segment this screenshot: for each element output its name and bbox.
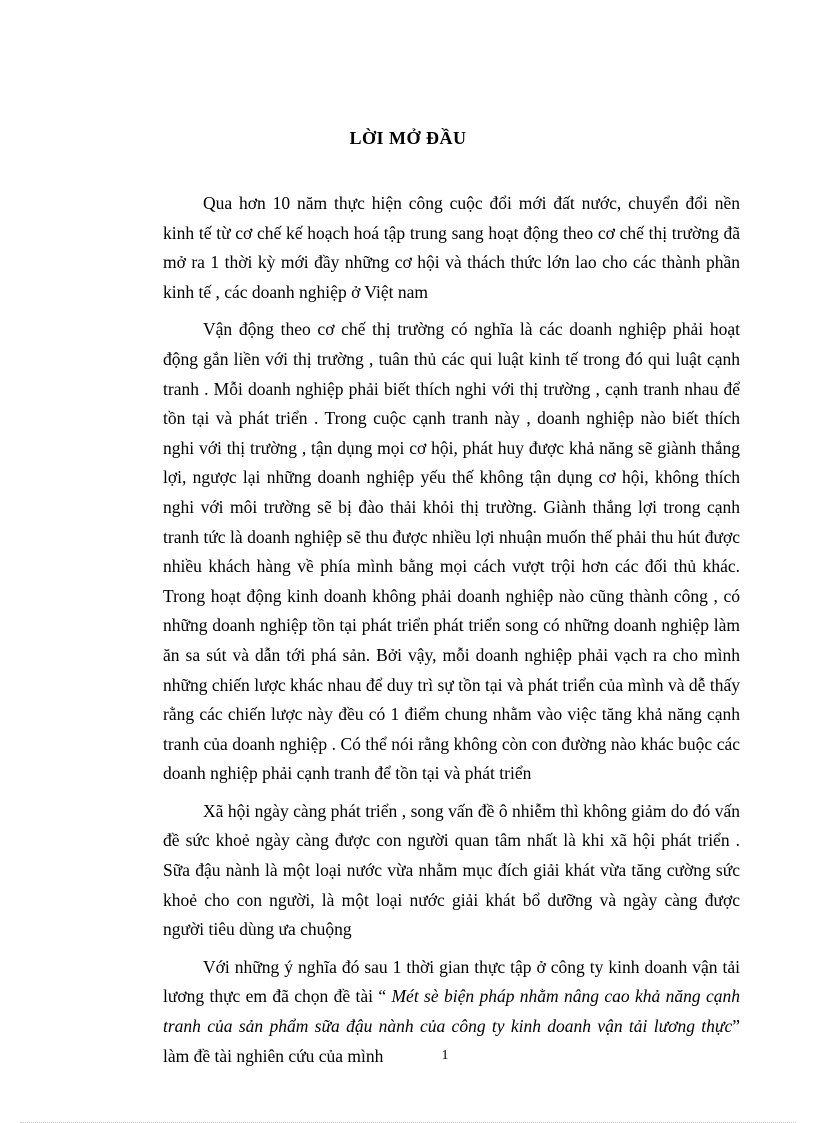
paragraph-topic-after: ” làm đề tài nghiên cứu của mình — [163, 1016, 740, 1066]
paragraph-topic-before: Với những ý nghĩa đó sau 1 thời gian thực tập ở công ty kinh doanh vận tải lương thực em đã chọn đề tài “ — [163, 956, 740, 1007]
paragraph-market-mechanism: Vận động theo cơ chế thị trường có nghĩa là các doanh nghiệp phải hoạt động gắn liền với thị trường , tuân thủ các qui luật kinh tế trong đó qui luật cạnh tranh . Mỗi doanh nghiệp phải biết thích nghi với thị trường , cạnh tranh nhau để tồn tại và phát triển . Trong cuộc cạnh tranh này , doanh nghiệp nào biết thích nghi với thị trường , tận dụng mọi cơ hội, phát huy được khả năng sẽ giành thắng lợi, ngược lại những doanh nghiệp yếu thế không tận dụng cơ hội, không thích nghi với môi trường sẽ bị đào thải khỏi thị trường. Giành thắng lợi trong cạnh tranh tức là doanh nghiệp sẽ thu được nhiều lợi nhuận muốn thế phải thu hút được nhiều khách hàng về phía mình bằng mọi cách vượt trội hơn các đối thủ khác. Trong hoạt động kinh doanh không phải doanh nghiệp nào cũng thành công , có những doanh nghiệp tồn tại phát triển phát triển song có những doanh nghiệp làm ăn sa sút và dẫn tới phá sản. Bởi vậy, mỗi doanh nghiệp phải vạch ra cho mình những chiến lược khác nhau để duy trì sự tồn tại và phát triển của mình và dễ thấy rằng các chiến lược này đều có 1 điểm chung nhằm vào việc tăng khả năng cạnh tranh của doanh nghiệp . Có thể nói rằng không còn con đường nào khác buộc các doanh nghiệp phải cạnh tranh để tồn tại và phát triển — [163, 319, 740, 784]
topic-title-italic: Mét sè biện pháp nhằm nâng cao khả năng cạnh tranh của sản phẩm sữa đậu nành của công ty kinh doanh vận tải lương thực — [163, 986, 741, 1037]
page-title: LỜI MỞ ĐẦU — [349, 128, 467, 148]
paragraph-intro: Qua hơn 10 năm thực hiện công cuộc đổi mới đất nước, chuyển đổi nền kinh tế từ cơ chế kế hoạch hoá tập trung sang hoạt động theo cơ chế thị trường đã mở ra 1 thời kỳ mới đầy những cơ hội và thách thức lớn lao cho các thành phần kinh tế , các doanh nghiệp ở Việt nam — [163, 193, 740, 302]
document-body — [163, 189, 740, 1079]
page-number: 1 — [441, 1048, 449, 1063]
paragraph-soy-milk: Xã hội ngày càng phát triển , song vấn đề ô nhiễm thì không giảm do đó vấn đề sức khoẻ ngày càng được con người quan tâm nhất là khi xã hội phát triển . Sữa đậu nành là một loại nước vừa nhằm mục đích giải khát vừa tăng cường sức khoẻ cho con người, là một loại nước giải khát bổ dưỡng và ngày càng được người tiêu dùng ưa chuộng — [163, 800, 740, 940]
